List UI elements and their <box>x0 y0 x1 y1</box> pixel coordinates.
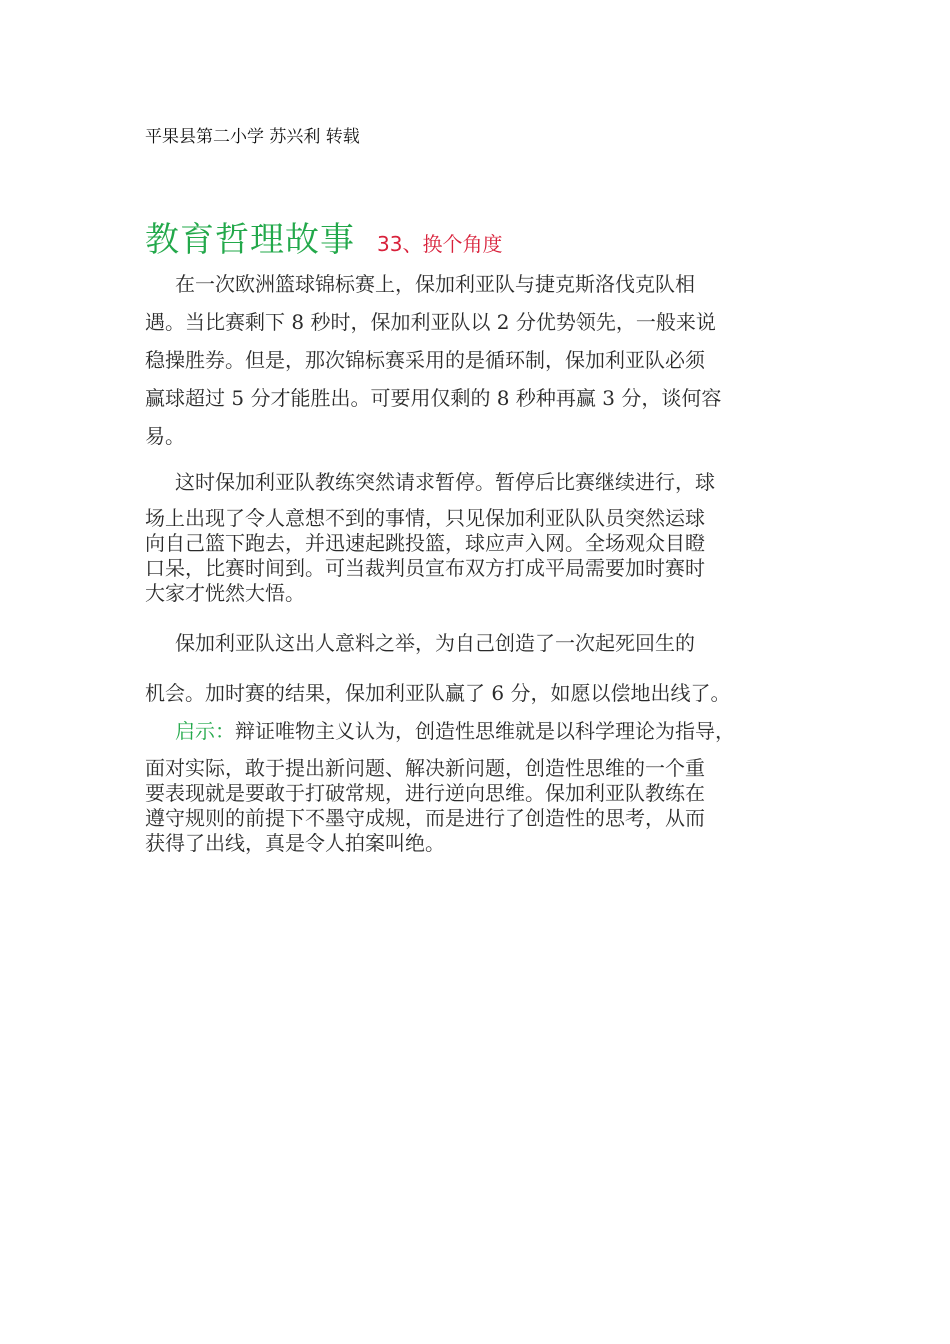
paragraph-insight <box>145 719 809 856</box>
paragraph-1 <box>145 265 809 455</box>
paragraph-3 <box>145 618 809 718</box>
paragraph-line: 要表现就是要敢于打破常规，进行逆向思维。保加利亚队教练在 <box>145 781 705 805</box>
insight-label: 启示： <box>175 719 235 743</box>
article-heading <box>145 212 502 261</box>
paragraph-line: 机会。加时赛的结果，保加利亚队赢了 6 分，如愿以偿地出线了。 <box>145 681 731 705</box>
paragraph-2 <box>145 470 809 606</box>
paragraph-line: 在一次欧洲篮球锦标赛上，保加利亚队与捷克斯洛伐克队相 <box>175 272 695 296</box>
paragraph-line: 赢球超过 5 分才能胜出。可要用仅剩的 8 秒种再赢 3 分，谈何容 <box>145 386 722 410</box>
paragraph-line: 稳操胜券。但是，那次锦标赛采用的是循环制，保加利亚队必须 <box>145 348 705 372</box>
paragraph-line: 辩证唯物主义认为，创造性思维就是以科学理论为指导， <box>235 719 735 743</box>
paragraph-line: 获得了出线，真是令人拍案叫绝。 <box>145 831 445 855</box>
paragraph-line: 大家才恍然大悟。 <box>145 581 305 605</box>
paragraph-line: 面对实际，敢于提出新问题、解决新问题，创造性思维的一个重 <box>145 756 705 780</box>
paragraph-line: 向自己篮下跑去，并迅速起跳投篮，球应声入网。全场观众目瞪 <box>145 531 705 555</box>
paragraph-line: 遵守规则的前提下不墨守成规，而是进行了创造性的思考，从而 <box>145 806 705 830</box>
paragraph-line: 保加利亚队这出人意料之举，为自己创造了一次起死回生的 <box>175 631 695 655</box>
paragraph-line: 遇。当比赛剩下 8 秒时，保加利亚队以 2 分优势领先，一般来说 <box>145 310 716 334</box>
article-subtitle: 33、换个角度 <box>377 232 503 256</box>
paragraph-line: 易。 <box>145 424 185 448</box>
paragraph-line: 这时保加利亚队教练突然请求暂停。暂停后比赛继续进行，球 <box>175 470 715 494</box>
paragraph-line: 场上出现了令人意想不到的事情，只见保加利亚队队员突然运球 <box>145 506 705 530</box>
article-title: 教育哲理故事 <box>145 220 355 260</box>
paragraph-line: 口呆，比赛时间到。可当裁判员宣布双方打成平局需要加时赛时 <box>145 556 705 580</box>
byline: 平果县第二小学 苏兴利 转载 <box>145 127 360 147</box>
